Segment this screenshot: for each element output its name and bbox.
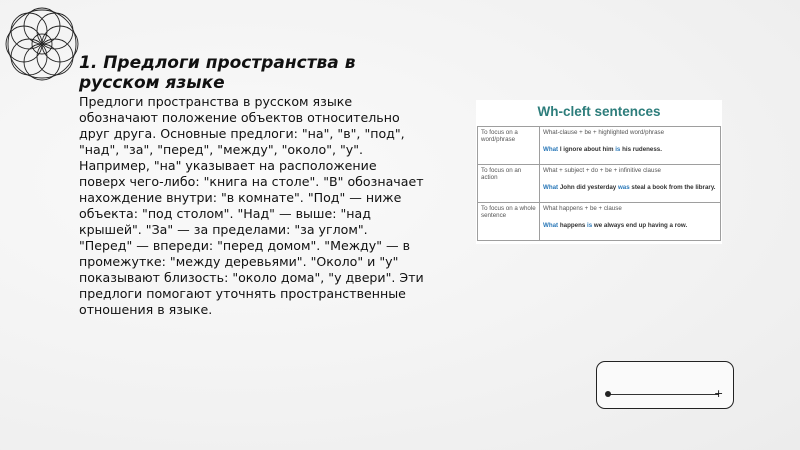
plus-icon: +: [714, 387, 724, 400]
row-example: [543, 184, 717, 191]
row-example: [543, 146, 717, 153]
row-example: [543, 222, 717, 229]
example-what: What: [543, 146, 559, 153]
circular-knot-logo: [2, 4, 82, 84]
example-middle: I ignore about him: [558, 146, 616, 153]
wh-cleft-table-image: [476, 100, 722, 244]
row-purpose: To focus on a whole sentence: [478, 203, 540, 241]
example-end: steal a book from the library.: [629, 184, 716, 191]
row-pattern: What happens + be + clause: [543, 205, 622, 212]
row-purpose: To focus on an action: [478, 165, 540, 203]
slider-widget[interactable]: [596, 361, 734, 409]
slider-handle[interactable]: [605, 391, 611, 397]
example-verb: is: [615, 146, 621, 153]
table-row: [478, 127, 721, 165]
table-title: Wh-cleft sentences: [537, 104, 661, 119]
example-middle: John did yesterday: [558, 184, 618, 191]
example-what: What: [543, 184, 559, 191]
row-content: [540, 203, 721, 241]
example-what: What: [543, 222, 559, 229]
row-pattern: What + subject + do + be + infinitive clause: [543, 167, 661, 174]
example-verb: is: [587, 222, 593, 229]
slide-body-text: Предлоги пространства в русском языке обозначают положение объектов относительно друг друга. Основные предлоги: "на", "в", "под", "над", "за", "перед", "между", "около", "у". Например, "на" указывает на расположение поверх чего-либо: "книга на столе". "В" обозначает нахождение внутри: "в комнате". "Под" — ниже объекта: "под столом". "Над" — выше: "над крышей". "За" — за пределами: "за углом". "Перед" — впереди: "перед домом". "Между" — в промежутке: "между деревьями". "Около" и "у" показывают близость: "около дома", "у двери". Эти предлоги помогают уточнять пространственные отношения в языке.: [79, 94, 424, 317]
example-middle: happens: [558, 222, 588, 229]
table-row: [478, 165, 721, 203]
row-pattern: What-clause + be + highlighted word/phrase: [543, 129, 665, 136]
row-content: [540, 127, 721, 165]
row-purpose: To focus on a word/phrase: [478, 127, 540, 165]
slide-title: 1. Предлоги пространства в русском языке: [79, 53, 356, 93]
example-end: we always end up having a row.: [592, 222, 688, 229]
wh-cleft-table: [477, 126, 721, 241]
row-content: [540, 165, 721, 203]
slider-track[interactable]: [608, 394, 719, 395]
table-row: [478, 203, 721, 241]
example-end: his rudeness.: [620, 146, 662, 153]
example-verb: was: [617, 184, 630, 191]
